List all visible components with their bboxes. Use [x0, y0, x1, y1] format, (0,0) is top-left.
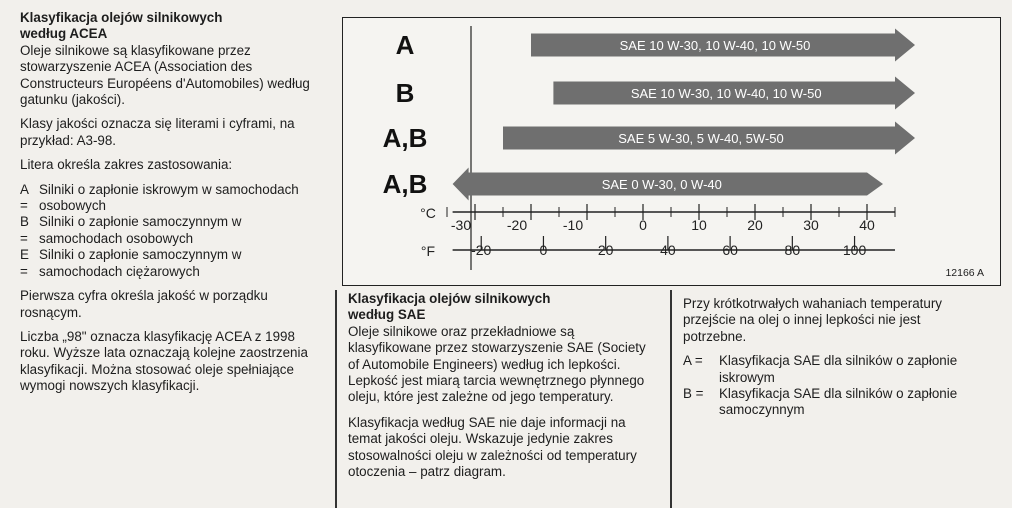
figure-number: 12166 A — [945, 267, 984, 279]
acea-year-note: Liczba „98" oznacza klasyfikację ACEA z 1998 roku. Wyższe lata oznaczają kolejne zaostrzenia klasyfikacji. Można stosować oleje spełniające wymogi nowszych klasyfikacji. — [20, 328, 308, 394]
acea-letter-key: B = — [20, 214, 29, 246]
acea-letter-text: Silniki o zapłonie samoczynnym w samochodach ciężarowych — [39, 247, 242, 279]
fahrenheit-tick-label: -20 — [471, 242, 492, 258]
acea-letter-item — [20, 182, 325, 215]
fahrenheit-tick-label: 40 — [660, 242, 676, 258]
fahrenheit-tick-label: 100 — [842, 242, 867, 258]
sae-letter-key: B = — [683, 386, 704, 402]
acea-heading-line1: Klasyfikacja olejów silnikowych — [20, 10, 223, 25]
application-letter: A,B — [382, 169, 428, 199]
sae-grade-label: SAE 0 W-30, 0 W-40 — [601, 177, 722, 192]
celsius-tick-label: 40 — [859, 217, 875, 233]
sae-letter-list — [683, 353, 983, 419]
fahrenheit-unit-label: °F — [420, 243, 436, 259]
sae-viscosity-diagram — [342, 17, 1001, 286]
acea-section — [20, 10, 325, 403]
celsius-tick-label: 10 — [691, 217, 707, 233]
fahrenheit-tick-label: 80 — [784, 242, 801, 258]
celsius-tick-label: -10 — [562, 217, 584, 233]
acea-intro: Oleje silnikowe są klasyfikowane przez stowarzyszenie ACEA (Association des Constructeurs Européens d'Automobiles) według gatunku (jakości). — [20, 42, 310, 108]
acea-letter-key: E = — [20, 247, 29, 279]
sae-heading-line1: Klasyfikacja olejów silnikowych — [348, 291, 551, 306]
fahrenheit-tick-label: 20 — [597, 242, 614, 258]
celsius-unit-label: °C — [420, 205, 436, 221]
sae-grade-label: SAE 5 W-30, 5 W-40, 5W-50 — [618, 131, 784, 146]
temperature-note-section — [683, 296, 983, 427]
sae-description: Oleje silnikowe oraz przekładniowe są klasyfikowane przez stowarzyszenie SAE (Society of Automobile Engineers) według ich lepkości. Lepkość jest miarą tarcia wewnętrznego płynnego oleju, które jest zależne od jego temperatury. — [348, 323, 646, 405]
acea-letter-item — [20, 247, 325, 280]
sae-letter-text: Klasyfikacja SAE dla silników o zapłonie samoczynnym — [719, 386, 958, 418]
sae-letter-text: Klasyfikacja SAE dla silników o zapłonie iskrowym — [719, 353, 958, 385]
acea-letter-key: A = — [20, 181, 29, 214]
acea-letter-list — [20, 182, 325, 280]
acea-heading-line2: według ACEA — [20, 26, 108, 42]
application-letter: A — [395, 30, 415, 60]
application-letter: B — [395, 78, 415, 108]
celsius-tick-label: 30 — [803, 217, 819, 233]
application-letter: A,B — [382, 123, 428, 153]
acea-letter-text: Silniki o zapłonie iskrowym w samochodach osobowych — [39, 181, 299, 214]
column-divider — [670, 290, 672, 508]
acea-example: Klasy jakości oznacza się literami i cyframi, na przykład: A3-98. — [20, 116, 295, 148]
sae-letter-item — [683, 386, 983, 419]
sae-note: Klasyfikacja według SAE nie daje informacji na temat jakości oleju. Wskazuje jedynie zakres stosowalności oleju w zależności od temperatury otoczenia – patrz diagram. — [348, 414, 637, 480]
sae-section — [348, 291, 653, 489]
acea-letter-scope: Litera określa zakres zastosowania: — [20, 157, 233, 173]
celsius-tick-label: -20 — [506, 217, 528, 233]
sae-grade-label: SAE 10 W-30, 10 W-40, 10 W-50 — [619, 38, 811, 53]
sae-letter-item — [683, 353, 983, 386]
acea-letter-text: Silniki o zapłonie samoczynnym w samochodach osobowych — [39, 214, 242, 246]
column-divider — [335, 290, 337, 508]
sae-letter-key: A = — [683, 353, 703, 369]
acea-letter-item — [20, 214, 325, 247]
sae-grade-label: SAE 10 W-30, 10 W-40, 10 W-50 — [630, 86, 822, 101]
diagram-svg — [343, 18, 1000, 285]
celsius-tick-label: 0 — [639, 217, 647, 233]
sae-heading-line2: według SAE — [348, 307, 426, 323]
celsius-tick-label: -30 — [450, 217, 472, 233]
fahrenheit-tick-label: 60 — [722, 242, 738, 258]
temperature-fluctuation-note: Przy krótkotrwałych wahaniach temperatury przejście na olej o innej lepkości nie jest potrzebne. — [683, 296, 942, 344]
acea-first-digit: Pierwsza cyfra określa jakość w porządku rosnącym. — [20, 288, 268, 320]
celsius-tick-label: 20 — [747, 217, 763, 233]
fahrenheit-tick-label: 0 — [539, 242, 548, 258]
